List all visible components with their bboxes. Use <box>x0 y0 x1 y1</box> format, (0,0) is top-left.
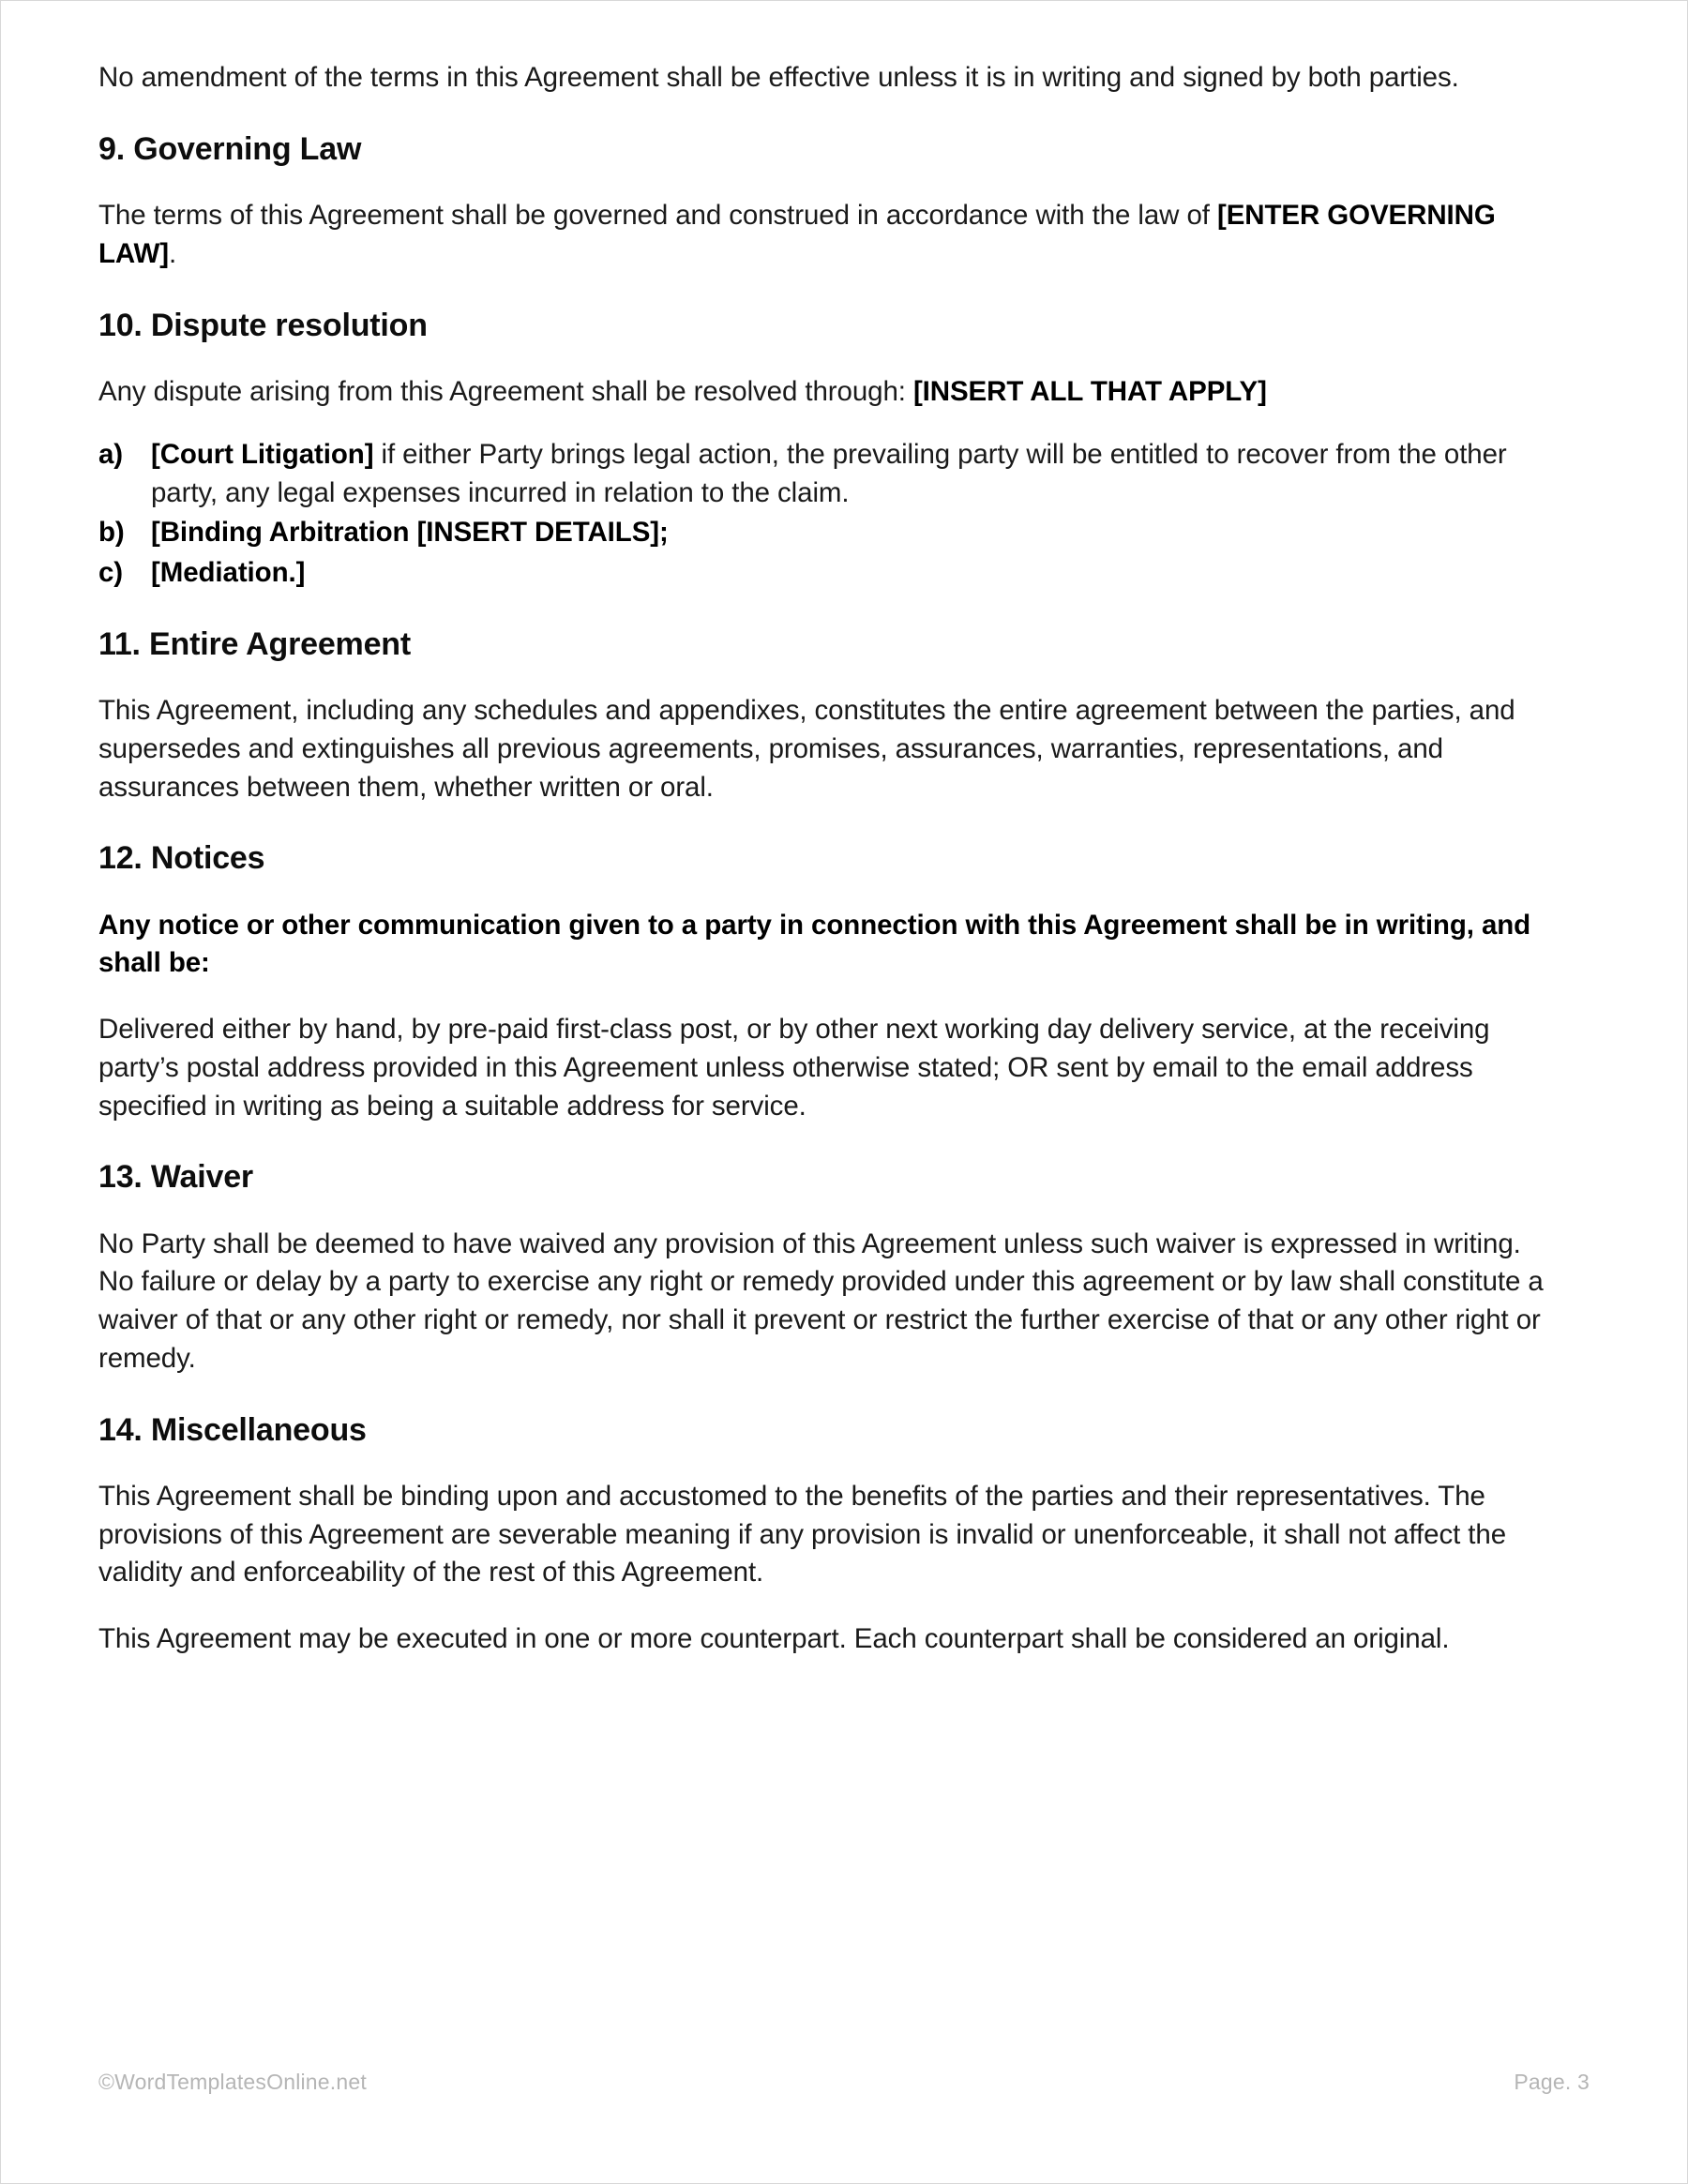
list-item-bold: [Mediation.] <box>151 556 306 588</box>
section-10-intro-placeholder: [INSERT ALL THAT APPLY] <box>912 376 1267 408</box>
section-12-heading-block <box>98 838 1561 879</box>
section-10-heading: 10. Dispute resolution <box>98 307 428 343</box>
section-9-body-suffix: . <box>168 237 177 269</box>
section-9-body-prefix: The terms of this Agreement shall be governed and construed in accordance with the law of <box>98 200 1217 232</box>
section-11-heading-block <box>98 625 1561 665</box>
section-10-heading-block <box>98 306 1561 346</box>
dispute-resolution-list <box>98 436 1561 593</box>
section-14-heading-block <box>98 1410 1561 1451</box>
section-13-heading: 13. Waiver <box>98 1159 253 1196</box>
section-13-heading-block <box>98 1157 1561 1197</box>
section-9-heading-block <box>98 129 1561 170</box>
section-12-body-bold: Any notice or other communication given to a party in connection with this Agreement shall be in writing, and shall be: <box>98 909 1531 979</box>
section-10-intro <box>98 373 1561 412</box>
section-9-heading: 9. Governing Law <box>98 130 362 167</box>
footer-copyright: ©WordTemplatesOnline.net <box>98 2070 367 2094</box>
section-14-heading: 14. Miscellaneous <box>98 1411 367 1448</box>
section-14-body-1: This Agreement shall be binding upon and accustomed to the benefits of the parties and their representatives. The provisions of this Agreement are severable meaning if any provision is invalid or unenforceable, it shall not affect the validity and enforceability of the rest of this Agreement. <box>98 1481 1506 1589</box>
footer-page-number: Page. 3 <box>1514 2070 1590 2094</box>
list-item-bold: [Binding Arbitration [INSERT DETAILS]; <box>151 517 669 549</box>
section-9-body <box>98 197 1561 273</box>
section-11-body: This Agreement, including any schedules and appendixes, constitutes the entire agreement between the parties, and supersedes and extinguishes all previous agreements, promises, assurances, warranties, representations, and assurances between them, whether written or oral. <box>98 695 1515 803</box>
list-item-bold: [Court Litigation] <box>151 438 374 470</box>
list-item <box>98 554 1561 593</box>
list-item-marker: b) <box>98 517 125 549</box>
section-10-intro-prefix: Any dispute arising from this Agreement shall be resolved through: <box>98 376 913 408</box>
section-13-body: No Party shall be deemed to have waived any provision of this Agreement unless such waiver is expressed in writing. No failure or delay by a party to exercise any right or remedy provided under this agreement or by law shall constitute a waiver of that or any other right or remedy, nor shall it prevent or restrict the further exercise of that or any other right or remedy. <box>98 1228 1544 1374</box>
section-12-body: Delivered either by hand, by pre-paid first-class post, or by other next working day delivery service, at the receiving party’s postal address provided in this Agreement unless otherwise stated; OR sent by email to the email address specified in writing as being a suitable address for service. <box>98 1014 1490 1122</box>
section-11-heading: 11. Entire Agreement <box>98 625 411 662</box>
document-body <box>98 59 1561 1687</box>
amendment-paragraph: No amendment of the terms in this Agreement shall be effective unless it is in writing and signed by both parties. <box>98 62 1459 93</box>
section-14-body-2: This Agreement may be executed in one or more counterpart. Each counterpart shall be considered an original. <box>98 1623 1450 1655</box>
list-item-marker: c) <box>98 556 124 588</box>
list-item <box>98 514 1561 552</box>
list-item <box>98 436 1561 512</box>
section-9-placeholder: [ENTER GOVERNING LAW] <box>98 200 1496 269</box>
section-12-heading: 12. Notices <box>98 840 265 877</box>
list-item-text: if either Party brings legal action, the prevailing party will be entitled to recover from the other party, any legal expenses incurred in relation to the claim. <box>151 438 1507 508</box>
page-footer <box>98 2070 1590 2095</box>
list-item-marker: a) <box>98 438 124 470</box>
